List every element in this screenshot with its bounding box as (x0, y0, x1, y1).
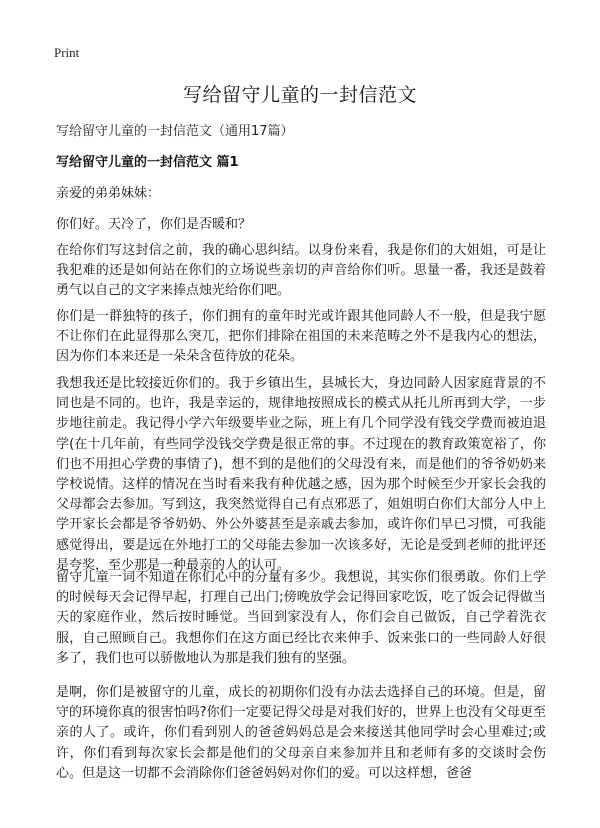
document-subtitle: 写给留守儿童的一封信范文（通用17篇） (56, 124, 294, 139)
paragraph-1: 在给你们写这封信之前，我的确心思纠结。以身份来看，我是你们的大姐姐，可是让我犯难的还是如何站在你们的立场说些亲切的声音给你们听。思量一番，我还是鼓着勇气以自己的文字来捧点烛光给你们吧。 (56, 243, 546, 299)
paragraph-2: 你们是一群独特的孩子，你们拥有的童年时光或许跟其他同龄人不一般，但是我宁愿不让你们在此显得那么突兀，把你们排除在祖国的未来范畴之外不是我内心的想法，因为你们本来还是一朵朵含苞待放的花朵。 (56, 309, 546, 365)
letter-opening: 你们好。天冷了，你们是否暖和？ (56, 217, 252, 232)
paragraph-3: 我想我还是比较接近你们的。我于乡镇出生，县城长大，身边同龄人因家庭背景的不同也是不同的。也许，我是幸运的，规律地按照成长的模式从托儿所再到大学，一步步地往前走。我记得小学六年级要毕业之际，班上有几个同学没有钱交学费而被迫退学(在十几年前，有些同学没钱交学费是很正常的事。不过现在的教育政策宽裕了，你们也不用担心学费的事情了)，想不到的是他们的父母没有来，而是他们的爷爷奶奶来学校说情。这样的情况在当时看来我有种优越之感，因为那个时候至少开家长会我的父母都会去参加。写到这，我突然觉得自己有点邪恶了，姐姐明白你们大部分人中上学开家长会都是爷爷奶奶、外公外婆甚至是亲戚去参加，或许你们早已习惯，可我能感觉得出，要是远在外地打工的父母能去参加一次该多好，无论是受到老师的批评还是夸奖，至少那是一种最亲的人的认可。 (56, 376, 546, 573)
letter-greeting: 亲爱的弟弟妹妹： (56, 186, 161, 201)
paragraph-5: 是啊，你们是被留守的儿童，成长的初期你们没有办法去选择自己的环境。但是，留守的环境你真的很害怕吗?你们一定要记得父母是对我们好的，世界上也没有父母更至亲的人了。或许，你们看到别人的爸爸妈妈总是会来接送其他同学时会心里难过;或许，你们看到每次家长会都是他们的父母亲自来参加并且和老师有多的交谈时会伤心。但是这一切都不会消除你们爸爸妈妈对你们的爱。可以这样想，爸爸 (56, 685, 546, 781)
section-heading: 写给留守儿童的一封信范文 篇1 (56, 155, 239, 170)
print-link[interactable]: Print (54, 45, 80, 60)
page-title: 写给留守儿童的一封信范文 (182, 84, 417, 106)
paragraph-4: 留守儿童一词不知道在你们心中的分量有多少。我想说，其实你们很勇敢。你们上学的时候每天会记得早起，打理自己出门;傍晚放学会记得回家吃饭，吃了饭会记得做当天的家庭作业，然后按时睡觉。当回到家没有人，你们会自己做饭，自己学着洗衣服，自己照顾自己。我想你们在这方面已经比衣来伸手、饭来张口的一些同龄人好很多了，我们也可以骄傲地认为那是我们独有的坚强。 (56, 570, 546, 666)
